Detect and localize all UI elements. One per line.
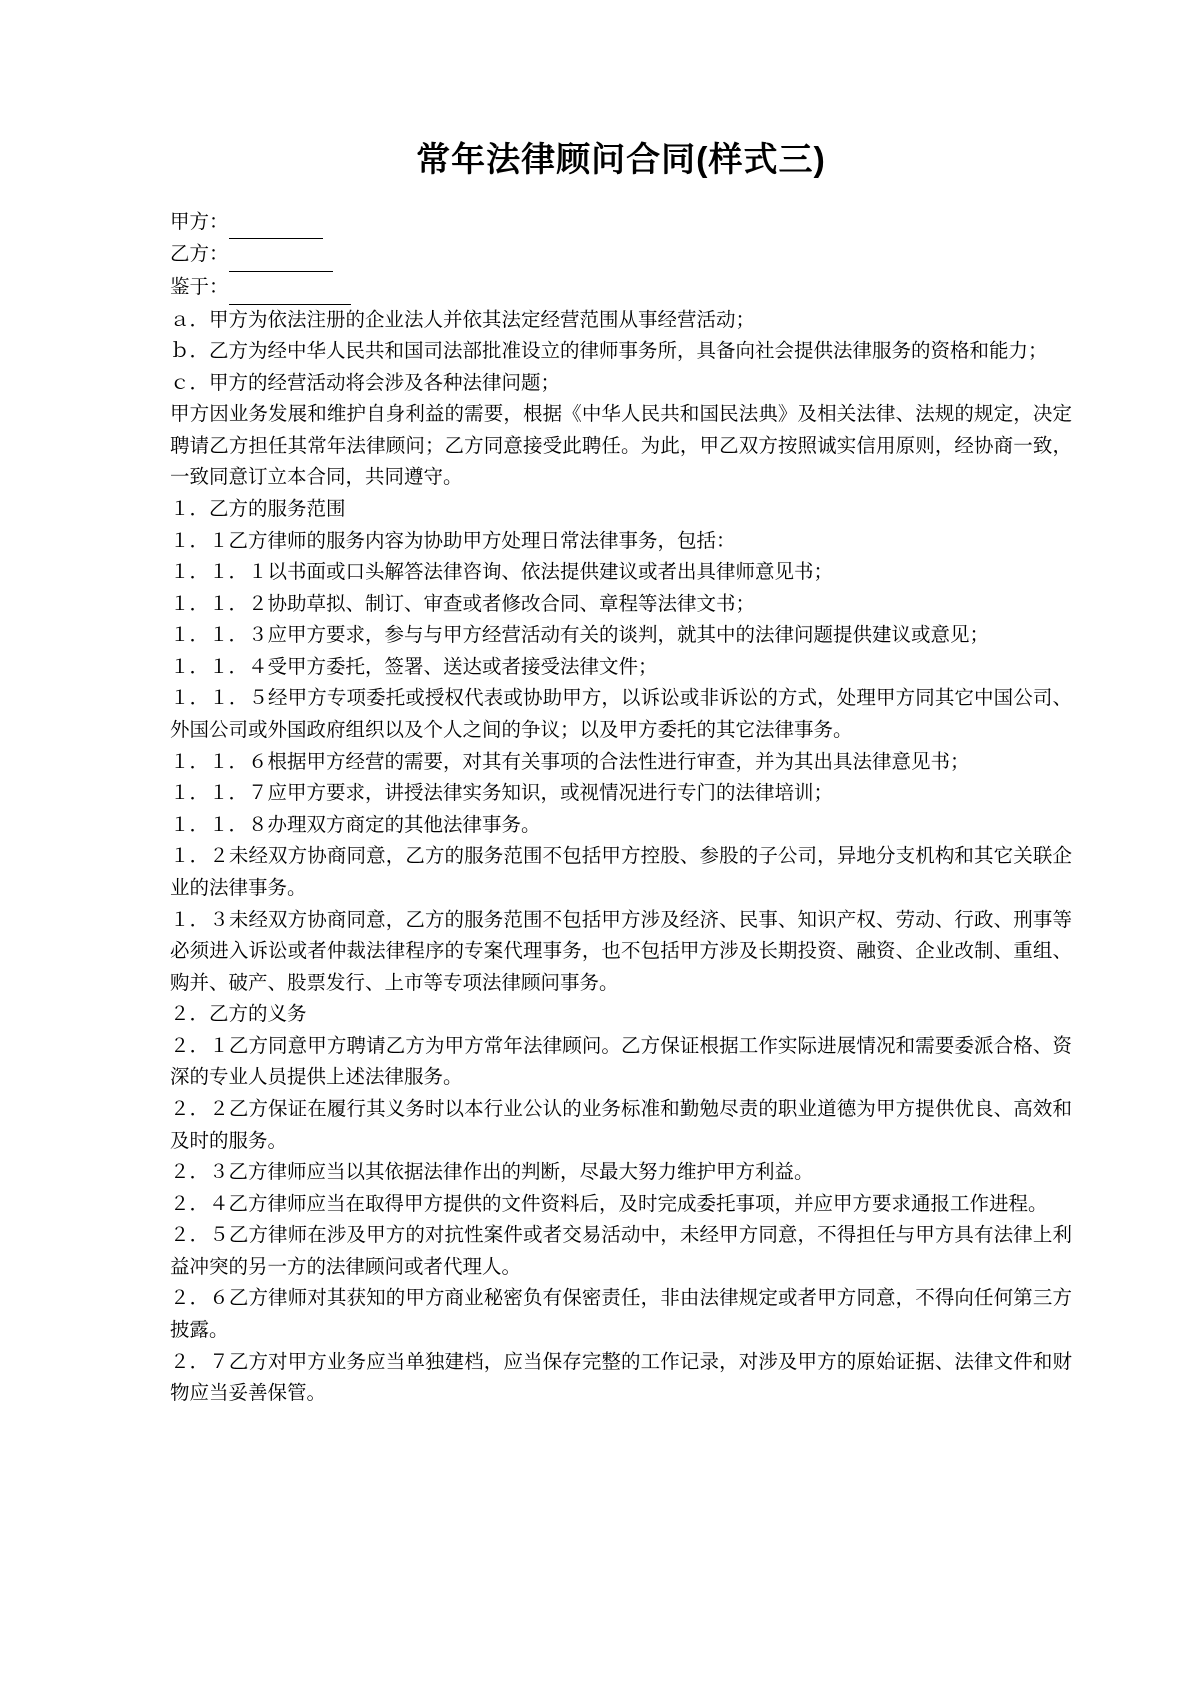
document-paragraph: ２．１乙方同意甲方聘请乙方为甲方常年法律顾问。乙方保证根据工作实际进展情况和需要委派合格、资深的专业人员提供上述法律服务。: [170, 1035, 1072, 1089]
party-blank-field[interactable]: [229, 207, 323, 240]
document-paragraph: ２．６乙方律师对其获知的甲方商业秘密负有保密责任，非由法律规定或者甲方同意，不得向任何第三方披露。: [170, 1288, 1072, 1342]
document-body: [170, 207, 1072, 1410]
party-blank-field[interactable]: [229, 272, 351, 305]
document-paragraph: １．１．７应甲方要求，讲授法律实务知识，或视情况进行专门的法律培训；: [170, 783, 834, 805]
document-paragraph: ２．３乙方律师应当以其依据法律作出的判断，尽最大努力维护甲方利益。: [170, 1162, 814, 1184]
party-label: 甲方：: [170, 211, 229, 233]
document-paragraph: ２．乙方的义务: [170, 1004, 307, 1026]
page-title: 常年法律顾问合同(样式三): [416, 141, 826, 179]
document-paragraph: １．１．４受甲方委托，签署、送达或者接受法律文件；: [170, 656, 658, 678]
document-paragraph: １．乙方的服务范围: [170, 499, 346, 520]
party-blank-field[interactable]: [229, 239, 333, 272]
document-paragraph: ２．５乙方律师在涉及甲方的对抗性案件或者交易活动中，未经甲方同意，不得担任与甲方具有法律上利益冲突的另一方的法律顾问或者代理人。: [170, 1225, 1072, 1278]
party-line: [170, 239, 1072, 272]
document-paragraph: ａ．甲方为依法注册的企业法人并依其法定经营范围从事经营活动；: [170, 309, 756, 331]
document-paragraph: １．１．２协助草拟、制订、审查或者修改合同、章程等法律文书；: [170, 593, 756, 615]
party-label: 乙方：: [170, 244, 229, 266]
document-paragraph: ｂ．乙方为经中华人民共和国司法部批准设立的律师事务所，具备向社会提供法律服务的资格和能力；: [170, 341, 1048, 363]
party-line: [170, 207, 1072, 240]
document-paragraph: １．１．３应甲方要求，参与与甲方经营活动有关的谈判，就其中的法律问题提供建议或意见；: [170, 625, 990, 647]
document-paragraph: ２．４乙方律师应当在取得甲方提供的文件资料后，及时完成委托事项，并应甲方要求通报工作进程。: [170, 1193, 1048, 1215]
party-label: 鉴于：: [170, 276, 229, 298]
document-paragraph: １．１．８办理双方商定的其他法律事务。: [170, 814, 541, 836]
document-paragraph: ｃ．甲方的经营活动将会涉及各种法律问题；: [170, 372, 561, 394]
paragraph-block: [170, 305, 1072, 1410]
document-paragraph: ２．２乙方保证在履行其义务时以本行业公认的业务标准和勤勉尽责的职业道德为甲方提供优良、高效和及时的服务。: [170, 1098, 1072, 1152]
document-paragraph: １．１．５经甲方专项委托或授权代表或协助甲方，以诉讼或非诉讼的方式，处理甲方同其它中国公司、外国公司或外国政府组织以及个人之间的争议；以及甲方委托的其它法律事务。: [170, 688, 1072, 742]
document-paragraph: 甲方因业务发展和维护自身利益的需要，根据《中华人民共和国民法典》及相关法律、法规的规定，决定聘请乙方担任其常年法律顾问；乙方同意接受此聘任。为此，甲乙双方按照诚实信用原则，经协商一致，一致同意订立本合同，共同遵守。: [170, 404, 1072, 489]
party-line: [170, 272, 1072, 305]
document-paragraph: １．１乙方律师的服务内容为协助甲方处理日常法律事务，包括：: [170, 530, 736, 552]
document-paragraph: １．１．６根据甲方经营的需要，对其有关事项的合法性进行审查，并为其出具法律意见书；: [170, 751, 970, 773]
document-paragraph: １．２未经双方协商同意，乙方的服务范围不包括甲方控股、参股的子公司，异地分支机构和其它关联企业的法律事务。: [170, 846, 1072, 899]
document-paragraph: １．３未经双方协商同意，乙方的服务范围不包括甲方涉及经济、民事、知识产权、劳动、行政、刑事等必须进入诉讼或者仲裁法律程序的专案代理事务，也不包括甲方涉及长期投资、融资、企业改制、重组、购并、破产、股票发行、上市等专项法律顾问事务。: [170, 909, 1072, 994]
document-paragraph: １．１．１以书面或口头解答法律咨询、依法提供建议或者出具律师意见书；: [170, 562, 834, 584]
parties-block: [170, 207, 1072, 305]
document-paragraph: ２．７乙方对甲方业务应当单独建档，应当保存完整的工作记录，对涉及甲方的原始证据、法律文件和财物应当妥善保管。: [170, 1351, 1072, 1405]
